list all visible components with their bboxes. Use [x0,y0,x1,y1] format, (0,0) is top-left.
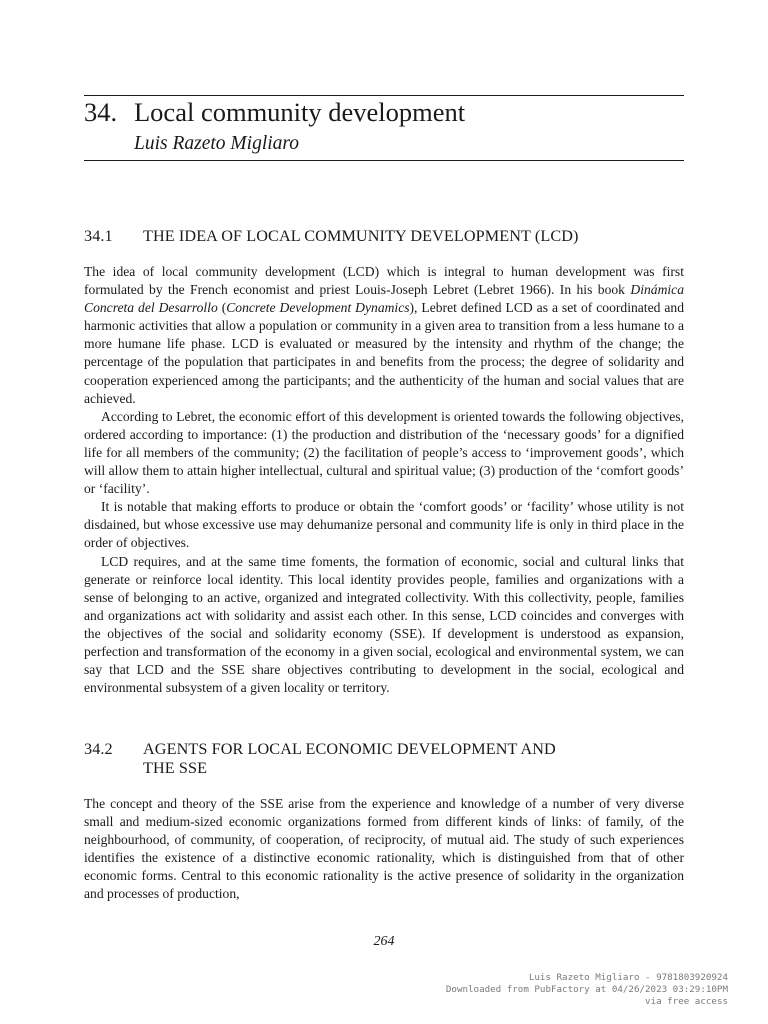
chapter-number: 34. [84,97,118,127]
section-heading-text: AGENTS FOR LOCAL ECONOMIC DEVELOPMENT AND THE SSE [143,740,556,777]
section-heading-34-2 [84,740,684,778]
paragraph: It is notable that making efforts to produce or obtain the ‘comfort goods’ or ‘facility’ whose utility is not disdained, but whose excessive use may dehumanize personal and community life is only in third place in the order of objectives. [84,499,684,551]
section-heading-34-1 [84,227,684,246]
download-watermark [308,972,728,1007]
section-number: 34.2 [84,740,113,758]
section-heading-text: THE IDEA OF LOCAL COMMUNITY DEVELOPMENT (LCD) [143,227,579,245]
chapter-author: Luis Razeto Migliaro [134,133,300,154]
paragraph: The concept and theory of the SSE arise from the experience and knowledge of a number of very diverse small and medium-sized economic organizations formed from different kinds of links: of family, of the neighbourhood, of community, of cooperation, of reciprocity, of mutual aid. The study of such experiences identifies the existence of a distinctive economic rationality, which is distinguished from that of other economic forms. Central to this economic rationality is the active presence of solidarity in the organization and processes of production, [84,796,684,902]
chapter-title-text: Local community development [134,97,466,127]
section-body-34-2 [84,795,684,904]
watermark-line: via free access [645,995,728,1007]
section-number: 34.1 [84,227,113,245]
chapter-title [84,96,684,128]
paragraph: The idea of local community development (LCD) which is integral to human development was first formulated by the French economist and priest Louis-Joseph Lebret (Lebret 1966). In his book Dinámica Concreta del Desarrollo (Concrete Development Dynamics), Lebret defined LCD as a set of coordinated and harmonic activities that allow a population or community in a given area to transition from a less humane to a more humane life phase. LCD is evaluated or measured by the intensity and rhythm of the change; the percentage of the population that participates in and benefits from the process; the degree of solidarity and cooperation experienced among the participants; and the authenticity of the human and social values that are achieved. [84,264,684,406]
paragraph: According to Lebret, the economic effort of this development is oriented towards the following objectives, ordered according to importance: (1) the production and distribution of the ‘necessary goods’ for a dignified life for all members of the community; (2) the facilitation of people’s access to ‘improvement goods’, which will allow them to attain higher intellectual, cultural and spiritual value; (3) production of the ‘comfort goods’ or ‘facility’. [84,408,684,497]
watermark-line: Luis Razeto Migliaro - 9781803920924 [528,972,728,983]
page-number: 264 [373,934,395,949]
chapter-bottom-rule [84,160,684,161]
book-title-spanish: Dinámica Concreta del Desarrollo [84,282,684,316]
section-body-34-1 [84,263,684,697]
book-title-english: Concrete Development Dynamics [226,300,410,316]
paragraph: LCD requires, and at the same time foments, the formation of economic, social and cultural links that generate or reinforce local identity. This local identity provides people, families and organizations with a sense of belonging to an active, organized and integrated collectivity. With this collectivity, people, families and organizations act with solidarity and assist each other. In this sense, LCD coincides and converges with the objectives of the social and solidarity economy (SSE). If development is understood as expansion, perfection and transformation of the economy in a given social, ecological and environmental system, we can say that LCD and the SSE share objectives contributing to development in the social, ecological and environmental subsystem of a given locality or territory. [84,553,684,696]
watermark-line: Downloaded from PubFactory at 04/26/2023 03:29:10PM [445,983,728,995]
